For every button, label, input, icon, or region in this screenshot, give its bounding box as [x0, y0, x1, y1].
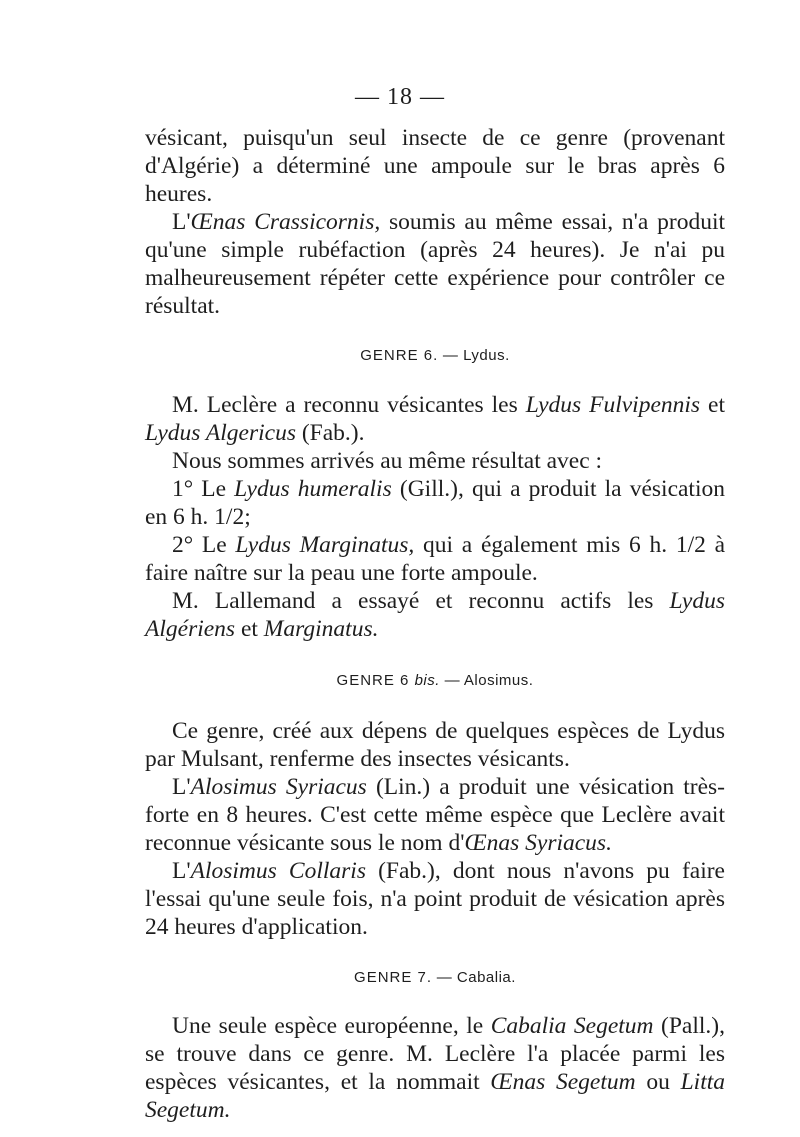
paragraph	[145, 773, 725, 857]
text-run: ou	[635, 1069, 681, 1095]
species-name: Alosimus Syriacus	[190, 774, 367, 800]
paragraph	[145, 1012, 725, 1124]
text-run: Une seule espèce européenne, le	[172, 1013, 491, 1039]
paragraph	[145, 208, 725, 320]
paragraph	[145, 391, 725, 447]
paragraph	[145, 717, 725, 773]
heading-separator: —	[432, 969, 457, 986]
paragraph	[145, 587, 725, 643]
text-run: soumis au même essai, n'a produit qu'une simple rubéfaction (après 24 heures). Je n'ai pu malheureusement répéter cette expérience pour contrôler ce résultat.	[145, 209, 726, 319]
paragraph	[145, 857, 725, 941]
section-heading-genre-7	[145, 964, 725, 992]
genre-label: GENRE 6.	[360, 347, 439, 364]
page-number: — 18 —	[355, 84, 445, 110]
genre-label-bis: bis.	[414, 672, 440, 689]
species-name: Lydus Fulvipennis	[525, 392, 701, 418]
species-name: Lydus humeralis	[234, 476, 392, 502]
species-name: Marginatus.	[263, 616, 379, 642]
species-name: Cabalia Segetum	[490, 1013, 654, 1039]
text-run: (Gill.), qui a produit la vésication en 6 h. 1/2;	[145, 476, 725, 530]
genre-label: GENRE 7.	[354, 969, 433, 986]
section-heading-genre-6-bis	[145, 667, 725, 695]
page-body	[145, 124, 725, 1124]
genre-name: Lydus.	[463, 347, 510, 364]
list-item	[145, 475, 725, 531]
paragraph-text: Ce genre, créé aux dépens de quelques espèces de Lydus par Mulsant, renferme des insectes vésicants.	[145, 718, 725, 772]
paragraph-text: Nous sommes arrivés au même résultat avec :	[172, 448, 603, 474]
text-run: (Pall.), se trouve dans ce genre. M. Leclère l'a placée parmi les espèces vésicantes, et la nommait	[145, 1013, 725, 1095]
text-run: qui a également mis 6 h. 1/2 à faire naître sur la peau une forte ampoule.	[145, 532, 726, 586]
text-run: L'	[172, 774, 191, 800]
text-run: et	[700, 392, 725, 418]
species-name: Lydus Algériens	[145, 588, 725, 642]
text-run: (Fab.), dont nous n'avons pu faire l'essai qu'une seule fois, n'a point produit de vésication après 24 heures d'application.	[145, 858, 725, 940]
text-run: et	[235, 616, 264, 642]
section-heading-genre-6	[145, 342, 725, 370]
text-run: (Fab.).	[295, 420, 365, 446]
text-run: (Lin.) a produit une vésication très-forte en 8 heures. C'est cette même espèce que Leclère avait reconnue vésicante sous le nom d'	[145, 774, 725, 856]
text-run: M. Lallemand a essayé et reconnu actifs les	[172, 588, 670, 614]
species-name: Œnas Segetum	[490, 1069, 636, 1095]
paragraph	[145, 447, 725, 475]
text-run: L'	[172, 209, 191, 235]
species-name: Œnas Crassicornis,	[190, 209, 381, 235]
species-name: Œnas Syriacus.	[464, 830, 612, 856]
genre-label: GENRE 6	[336, 672, 415, 689]
species-name: Alosimus Collaris	[190, 858, 366, 884]
heading-separator: —	[439, 672, 464, 689]
text-run: 2° Le	[172, 532, 236, 558]
genre-name: Cabalia.	[456, 969, 516, 986]
text-run: L'	[172, 858, 191, 884]
text-run: 1° Le	[172, 476, 235, 502]
paragraph	[145, 124, 725, 208]
text-run: M. Leclère a reconnu vésicantes les	[172, 392, 526, 418]
paragraph-text: vésicant, puisqu'un seul insecte de ce genre (provenant d'Algérie) a déterminé une ampoule sur le bras après 6 heures.	[145, 125, 725, 207]
species-name: Lydus Algericus	[145, 420, 296, 446]
genre-name: Alosimus.	[463, 672, 534, 689]
list-item	[145, 531, 725, 587]
species-name: Litta Segetum.	[145, 1069, 726, 1123]
species-name: Lydus Marginatus,	[235, 532, 415, 558]
heading-separator: —	[438, 347, 464, 364]
